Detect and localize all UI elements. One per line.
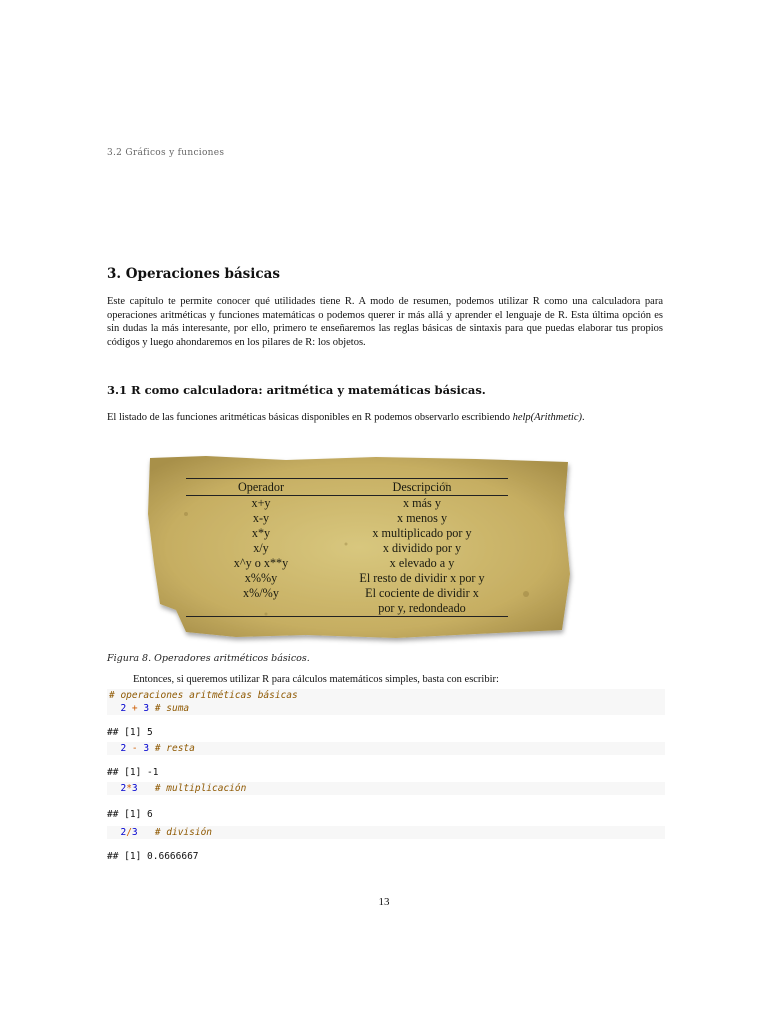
code-comment: # multiplicación	[137, 783, 247, 794]
code-number: 3	[143, 743, 150, 754]
running-head: 3.2 Gráficos y funciones	[107, 148, 225, 158]
subsection-title: 3.1 R como calculadora: aritmética y matemáticas básicas.	[107, 383, 486, 397]
description-cell: El resto de dividir x por y	[359, 571, 485, 585]
table-row	[186, 571, 508, 586]
table-row	[186, 601, 508, 617]
description-cell: x más y	[403, 496, 441, 510]
description-cell: por y, redondeado	[336, 601, 508, 617]
code-number: 3	[131, 827, 138, 838]
operator-cell: x/y	[253, 541, 269, 555]
code-output: ## [1] -1	[107, 767, 159, 778]
help-paragraph	[107, 411, 663, 425]
code-block	[107, 689, 665, 715]
table-row	[186, 511, 508, 526]
code-operator: *	[126, 783, 132, 794]
operators-figure	[146, 454, 572, 640]
code-number: 2	[120, 783, 127, 794]
operator-cell: x*y	[251, 526, 271, 540]
code-output: ## [1] 6	[107, 809, 153, 820]
description-cell: El cociente de dividir x	[365, 586, 479, 600]
table-row	[186, 496, 508, 512]
header-description: Descripción	[336, 479, 508, 496]
code-block	[107, 826, 665, 839]
code-comment: # operaciones aritméticas básicas	[109, 690, 298, 701]
page-number: 13	[378, 896, 390, 908]
operator-cell: x-y	[252, 511, 270, 525]
code-output: ## [1] 0.6666667	[107, 851, 199, 862]
code-block	[107, 742, 665, 755]
help-end: .	[582, 412, 585, 423]
operators-table	[186, 478, 508, 617]
operator-cell: x%/%y	[243, 586, 279, 600]
table-row	[186, 541, 508, 556]
code-comment: # suma	[149, 703, 190, 714]
help-code: help(Arithmetic)	[512, 412, 583, 423]
section-title: 3. Operaciones básicas	[107, 266, 280, 282]
table-row	[186, 556, 508, 571]
operator-cell: x+y	[251, 496, 271, 510]
code-number: 2	[120, 827, 127, 838]
help-text: El listado de las funciones aritméticas básicas disponibles en R podemos observarlo escribiendo	[107, 412, 513, 423]
code-number: 2	[120, 703, 127, 714]
code-number: 3	[131, 783, 138, 794]
code-operator: -	[126, 743, 144, 754]
description-cell: x dividido por y	[382, 541, 462, 555]
description-cell: x elevado a y	[389, 556, 455, 570]
figure-caption: Figura 8. Operadores aritméticos básicos.	[107, 653, 310, 664]
operator-cell: x^y o x**y	[233, 556, 289, 570]
operator-cell	[186, 601, 336, 617]
code-number: 3	[143, 703, 150, 714]
description-cell: x menos y	[396, 511, 448, 525]
code-comment: # división	[137, 827, 213, 838]
code-operator: /	[126, 827, 132, 838]
header-operator: Operador	[186, 479, 336, 496]
code-comment: # resta	[149, 743, 195, 754]
lead-text: Entonces, si queremos utilizar R para cálculos matemáticos simples, basta con escribir:	[133, 674, 499, 685]
table-row	[186, 586, 508, 601]
code-output: ## [1] 5	[107, 727, 153, 738]
operator-cell: x%%y	[244, 571, 278, 585]
intro-paragraph: Este capítulo te permite conocer qué utilidades tiene R. A modo de resumen, podemos utilizar R como una calculadora para operaciones aritméticas y funciones matemáticas o podemos querer ir más allá y aprender el lenguaje de R. Esta última opción es sin dudas la más interesante, por ello, primero te enseñaremos las reglas básicas de sintaxis para que puedas elaborar tus propios códigos y luego ahondaremos en los pilares de R: los objetos.	[107, 296, 663, 348]
description-cell: x multiplicado por y	[372, 526, 472, 540]
code-operator: +	[126, 703, 144, 714]
table-row	[186, 526, 508, 541]
code-block	[107, 782, 665, 795]
code-number: 2	[120, 743, 127, 754]
